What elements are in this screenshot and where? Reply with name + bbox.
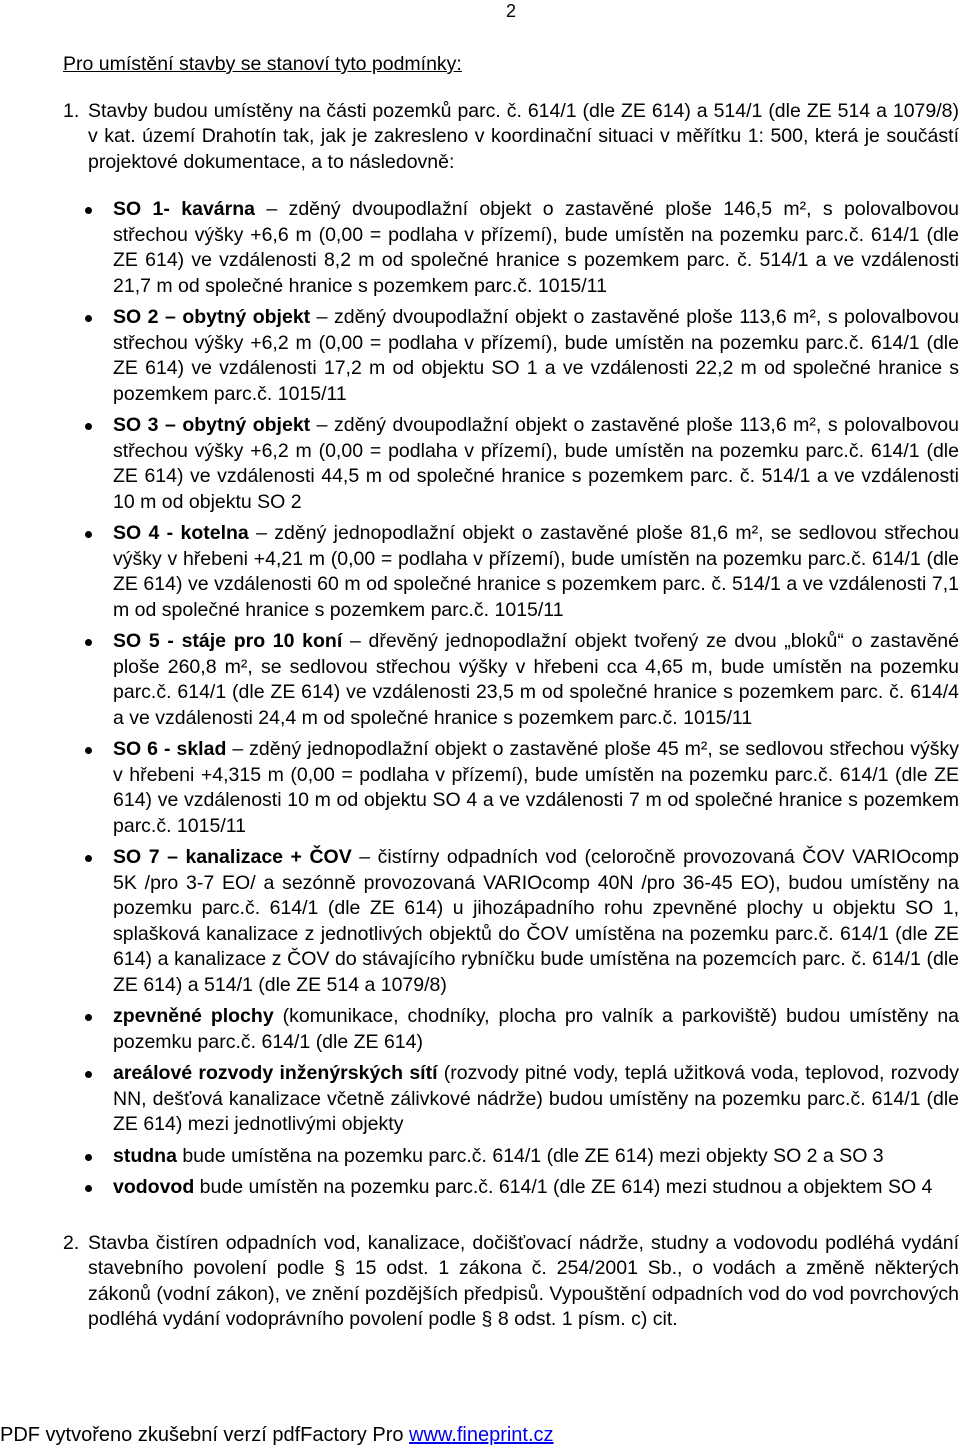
item-label: vodovod <box>113 1176 195 1198</box>
item-label: areálové rozvody inženýrských sítí <box>113 1062 438 1084</box>
bullet-icon <box>85 639 92 646</box>
bullet-icon <box>85 207 92 214</box>
bullet-icon <box>85 315 92 322</box>
list-item <box>88 1004 959 1055</box>
item-label: SO 6 - sklad <box>113 738 227 760</box>
item-label: SO 4 - kotelna <box>113 522 249 544</box>
item-label: SO 5 - stáje pro 10 koní <box>113 630 343 652</box>
bullet-icon <box>85 423 92 430</box>
bullet-icon <box>85 747 92 754</box>
list-item <box>88 845 959 998</box>
item-text: bude umístěna na pozemku parc.č. 614/1 (dle ZE 614) mezi objekty SO 2 a SO 3 <box>176 1144 884 1167</box>
condition-number: 1. <box>63 99 80 122</box>
page-number: 2 <box>506 1 517 21</box>
item-text: bude umístěn na pozemku parc.č. 614/1 (dle ZE 614) mezi studnou a objektem SO 4 <box>194 1176 933 1198</box>
document-body <box>63 52 959 1333</box>
item-text: – dřevěný jednopodlažní objekt tvořený ze dvou „bloků“ o zastavěné ploše 260,8 m², se sedlovou střechou výšky v hřebeni cca 4,65 m, bude umístěn na pozemku parc.č. 614/1 (dle ZE 614) ve vzdálenosti 23,5 m od společné hranice s pozemkem parc. č. 614/4 a ve vzdálenosti 24,4 m od společné hranice s pozemkem parc.č. 1015/11 <box>113 630 959 729</box>
item-text: – čistírny odpadních vod (celoročně provozovaná ČOV VARIOcomp 5K /pro 3-7 EO/ a sezónně provozovaná VARIOcomp 40N /pro 36-45 EO), budou umístěny na pozemku parc.č. 614/1 (dle ZE 614) u jihozápadního rohu zpevněné plochy u objektu SO 1, splašková kanalizace z jednotlivých objektů do ČOV umístěna na pozemku parc.č. 614/1 (dle ZE 614) a kanalizace z ČOV do stávajícího rybníčku bude umístěna na pozemcích parc. č. 614/1 (dle ZE 614) a 514/1 (dle ZE 514 a 1079/8) <box>113 846 959 996</box>
item-text: – zděný dvoupodlažní objekt o zastavěné ploše 146,5 m², s polovalbovou střechou výšky +6,6 m (0,00 = podlaha v přízemí), bude umístěn na pozemku parc.č. 614/1 (dle ZE 614) ve vzdálenosti 8,2 m od společné hranice s pozemkem parc. č. 514/1 a ve vzdálenosti 21,7 m od společné hranice s pozemkem parc.č. 1015/11 <box>113 198 959 297</box>
footer-note <box>0 1423 554 1447</box>
footer-link[interactable]: www.fineprint.cz <box>409 1424 554 1446</box>
bullet-icon <box>85 855 92 862</box>
list-item <box>88 737 959 839</box>
item-text: – zděný dvoupodlažní objekt o zastavěné ploše 113,6 m², s polovalbovou střechou výšky +6,2 m (0,00 = podlaha v přízemí), bude umístěn na pozemku parc.č. 614/1 (dle ZE 614) ve vzdálenosti 44,5 m od společné hranice s pozemkem parc. č. 514/1 a ve vzdálenosti 10 m od objektu SO 2 <box>113 414 959 513</box>
bullet-icon <box>85 1154 92 1161</box>
condition-number: 2. <box>63 1231 80 1254</box>
list-item <box>88 1061 959 1138</box>
bullet-icon <box>85 1185 92 1192</box>
item-text: (komunikace, chodníky, plocha pro valník a parkoviště) budou umístěny na pozemku parc.č. 614/1 (dle ZE 614) <box>113 1005 960 1053</box>
item-label: zpevněné plochy <box>113 1005 274 1027</box>
list-item <box>88 197 959 299</box>
intro-heading: Pro umístění stavby se stanoví tyto podmínky: <box>63 53 462 75</box>
item-label: SO 1- kavárna <box>113 198 255 220</box>
item-label: studna <box>113 1144 177 1167</box>
condition-1 <box>63 99 959 1207</box>
bullet-icon <box>85 1014 92 1021</box>
list-item <box>88 305 959 407</box>
item-text: (rozvody pitné vody, teplá užitková voda, teplovod, rozvody NN, dešťová kanalizace včetně zálivkové nádrže) budou umístěny na pozemku parc.č. 614/1 (dle ZE 614) mezi jednotlivými objekty <box>113 1062 959 1135</box>
list-item <box>88 1144 959 1170</box>
item-text: – zděný jednopodlažní objekt o zastavěné ploše 45 m², se sedlovou střechou výšky v hřebeni +4,315 m (0,00 = podlaha v přízemí), bude umístěn na pozemku parc.č. 614/1 (dle ZE 614) ve vzdálenosti 10 m od objektu SO 4 a ve vzdálenosti 7 m od společné hranice s pozemkem parc.č. 1015/11 <box>113 738 959 837</box>
item-text: – zděný jednopodlažní objekt o zastavěné ploše 81,6 m², se sedlovou střechou výšky v hřebeni +4,21 m (0,00 = podlaha v přízemí), bude umístěn na pozemku parc.č. 614/1 (dle ZE 614) ve vzdálenosti 60 m od společné hranice s pozemkem parc. č. 514/1 a ve vzdálenosti 7,1 m od společné hranice s pozemkem parc.č. 1015/11 <box>113 522 959 621</box>
item-label: SO 2 – obytný objekt <box>113 306 311 328</box>
building-list <box>88 197 959 1201</box>
condition-text: Stavby budou umístěny na části pozemků parc. č. 614/1 (dle ZE 614) a 514/1 (dle ZE 514 a 1079/8) v kat. území Drahotín tak, jak je zakresleno v koordinační situaci v měřítku 1: 500, která je součástí projektové dokumentace, a to následovně: <box>88 99 959 173</box>
bullet-icon <box>85 1071 92 1078</box>
list-item <box>88 413 959 515</box>
item-label: SO 7 – kanalizace + ČOV <box>113 846 352 868</box>
item-label: SO 3 – obytný objekt <box>113 414 311 436</box>
condition-2 <box>63 1231 959 1333</box>
list-item <box>88 629 959 731</box>
item-text: – zděný dvoupodlažní objekt o zastavěné ploše 113,6 m², s polovalbovou střechou výšky +6,2 m (0,00 = podlaha v přízemí), bude umístěn na pozemku parc.č. 614/1 (dle ZE 614) ve vzdálenosti 17,2 m od objektu SO 1 a ve vzdálenosti 22,2 m od společné hranice s pozemkem parc.č. 1015/11 <box>113 306 959 405</box>
condition-text: Stavba čistíren odpadních vod, kanalizace, dočišťovací nádrže, studny a vodovodu podléhá vydání stavebního povolení podle § 15 odst. 1 zákona č. 254/2001 Sb., o vodách a změně některých zákonů (vodní zákon), ve znění pozdějších předpisů. Vypouštění odpadních vod do vod povrchových podléhá vydání vodoprávního povolení podle § 8 odst. 1 písm. c) cit. <box>88 1231 959 1330</box>
footer-text: PDF vytvořeno zkušební verzí pdfFactory Pro <box>0 1424 410 1446</box>
list-item <box>88 521 959 623</box>
bullet-icon <box>85 531 92 538</box>
list-item <box>88 1175 959 1201</box>
